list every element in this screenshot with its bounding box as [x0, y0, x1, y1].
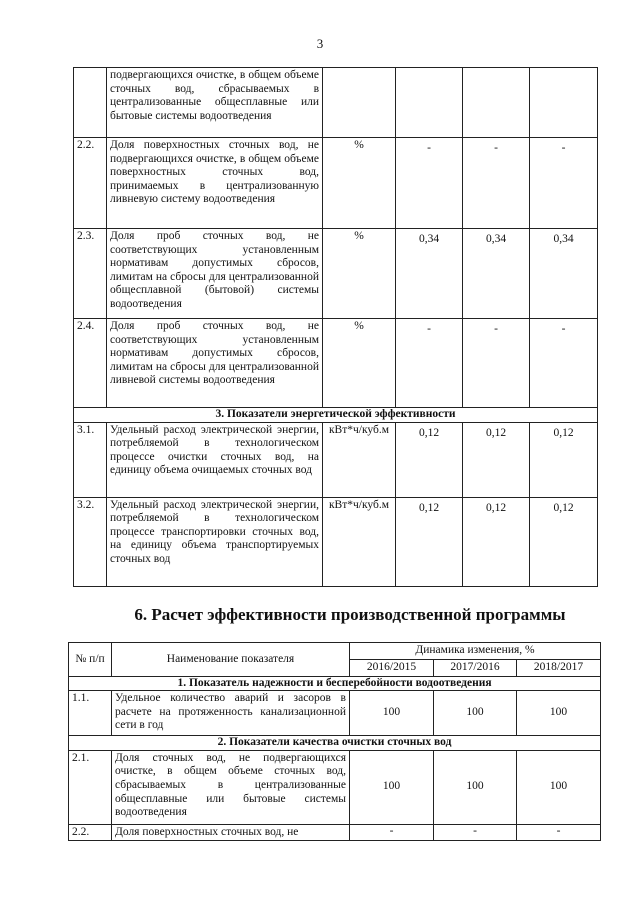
table-row	[69, 824, 601, 841]
indicator-name: Доля проб сточных вод, не соответствующих установленным нормативам допустимых сбросов, лимитам на сбросы для централизованной ливневой системы водоотведения	[107, 319, 323, 408]
row-number: 2.2.	[69, 824, 112, 841]
table-row	[74, 138, 598, 229]
value-cell: 0,12	[530, 497, 598, 586]
section-title: 2. Показатели качества очистки сточных вод	[69, 736, 601, 751]
value-cell: 0,34	[530, 229, 598, 319]
year-header: 2018/2017	[517, 660, 601, 677]
value-cell	[530, 68, 598, 138]
value-cell	[463, 68, 530, 138]
year-header: 2017/2016	[434, 660, 517, 677]
value-cell: 100	[434, 691, 517, 736]
value-cell: 100	[350, 691, 434, 736]
value-cell: 0,12	[530, 422, 598, 497]
row-number	[74, 68, 107, 138]
row-number: 2.2.	[74, 138, 107, 229]
indicator-name: Доля поверхностных сточных вод, не подвергающихся очистке, в общем объеме поверхностных сточных вод, принимаемых в централизованную ливневую систему водоотведения	[107, 138, 323, 229]
name-header: Наименование показателя	[112, 643, 350, 677]
value-cell: 0,34	[396, 229, 463, 319]
value-cell: -	[463, 319, 530, 408]
row-number: 2.1.	[69, 750, 112, 824]
table-row	[74, 68, 598, 138]
efficiency-table	[68, 642, 601, 841]
row-number: 3.2.	[74, 497, 107, 586]
section-row	[69, 676, 601, 691]
unit-cell	[323, 68, 396, 138]
indicator-name: подвергающихся очистке, в общем объеме сточных вод, сбрасываемых в централизованные общесплавные или бытовые системы водоотведения	[107, 68, 323, 138]
year-header: 2016/2015	[350, 660, 434, 677]
section-title: 1. Показатель надежности и бесперебойности водоотведения	[69, 676, 601, 691]
table-row	[74, 497, 598, 586]
unit-cell: кВт*ч/куб.м	[323, 422, 396, 497]
value-cell: 0,12	[396, 422, 463, 497]
unit-cell: %	[323, 229, 396, 319]
indicator-name: Доля поверхностных сточных вод, не	[112, 824, 350, 841]
value-cell: -	[517, 824, 601, 841]
number-header: № п/п	[69, 643, 112, 677]
header-row	[69, 643, 601, 660]
section-row	[69, 736, 601, 751]
table-row	[74, 422, 598, 497]
unit-cell: %	[323, 138, 396, 229]
indicators-table	[73, 67, 598, 587]
section-heading: 6. Расчет эффективности производственной программы	[134, 605, 566, 624]
value-cell: -	[530, 138, 598, 229]
value-cell: 100	[350, 750, 434, 824]
value-cell: -	[350, 824, 434, 841]
value-cell: 100	[517, 691, 601, 736]
value-cell: -	[530, 319, 598, 408]
value-cell: 0,12	[396, 497, 463, 586]
table-row	[69, 691, 601, 736]
indicator-name: Удельное количество аварий и засоров в расчете на протяженность канализационной сети в год	[112, 691, 350, 736]
value-cell: 0,34	[463, 229, 530, 319]
indicator-name: Удельный расход электрической энергии, потребляемой в технологическом процессе транспортировки сточных вод, на единицу объема транспортируемых сточных вод	[107, 497, 323, 586]
indicator-name: Доля сточных вод, не подвергающихся очистке, в общем объеме сточных вод, сбрасываемых в централизованные общесплавные или бытовые системы водоотведения	[112, 750, 350, 824]
unit-cell: %	[323, 319, 396, 408]
value-cell: 100	[434, 750, 517, 824]
value-cell: -	[396, 319, 463, 408]
table-row	[74, 229, 598, 319]
table-row	[74, 319, 598, 408]
indicator-name: Удельный расход электрической энергии, потребляемой в технологическом процессе очистки сточных вод, на единицу объема очищаемых сточных вод	[107, 422, 323, 497]
value-cell: 0,12	[463, 497, 530, 586]
value-cell: -	[434, 824, 517, 841]
table-row	[69, 750, 601, 824]
row-number: 3.1.	[74, 422, 107, 497]
value-cell: 0,12	[463, 422, 530, 497]
section-row	[74, 408, 598, 423]
value-cell: 100	[517, 750, 601, 824]
row-number: 1.1.	[69, 691, 112, 736]
row-number: 2.3.	[74, 229, 107, 319]
value-cell: -	[396, 138, 463, 229]
section-title: 3. Показатели энергетической эффективности	[74, 408, 598, 423]
value-cell: -	[463, 138, 530, 229]
row-number: 2.4.	[74, 319, 107, 408]
dynamics-header: Динамика изменения, %	[350, 643, 601, 660]
page-number: 3	[316, 36, 324, 51]
unit-cell: кВт*ч/куб.м	[323, 497, 396, 586]
indicator-name: Доля проб сточных вод, не соответствующих установленным нормативам допустимых сбросов, лимитам на сбросы для централизованной общесплавной (бытовой) системы водоотведения	[107, 229, 323, 319]
value-cell	[396, 68, 463, 138]
